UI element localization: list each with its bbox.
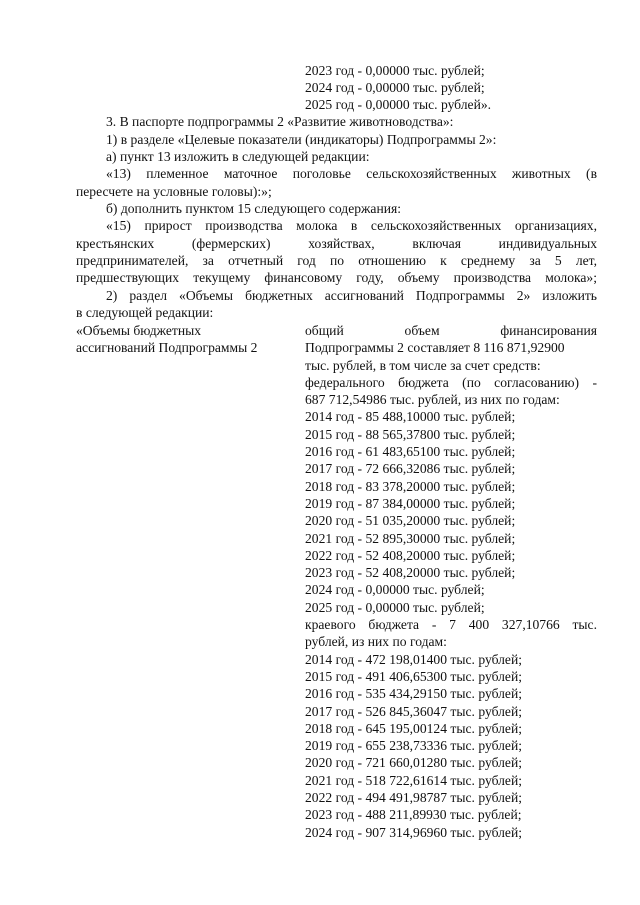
regional-year-2015: 2015 год - 491 406,65300 тыс. рублей; bbox=[305, 668, 523, 684]
item-15-line-3: предпринимателей, за отчетный год по отношению к среднему за 5 лет, bbox=[76, 253, 597, 268]
subsection-2-line-1: 2) раздел «Объемы бюджетных ассигнований Подпрограммы 2» изложить bbox=[106, 288, 597, 303]
table-left-label-line-2: ассигнований Подпрограммы 2 bbox=[76, 340, 258, 356]
federal-year-2017: 2017 год - 72 666,32086 тыс. рублей; bbox=[305, 461, 516, 477]
regional-year-2014: 2014 год - 472 198,01400 тыс. рублей; bbox=[305, 651, 523, 667]
header-year-2023: 2023 год - 0,00000 тыс. рублей; bbox=[305, 63, 485, 78]
regional-year-2021: 2021 год - 518 722,61614 тыс. рублей; bbox=[305, 772, 523, 788]
regional-year-2023: 2023 год - 488 211,89930 тыс. рублей; bbox=[305, 807, 522, 823]
regional-year-2022: 2022 год - 494 491,98787 тыс. рублей; bbox=[305, 790, 523, 806]
item-a-text: а) пункт 13 изложить в следующей редакции: bbox=[106, 149, 370, 164]
federal-line-2: 687 712,54986 тыс. рублей, из них по годам: bbox=[305, 392, 560, 408]
subsection-1-heading: 1) в разделе «Целевые показатели (индикаторы) Подпрограммы 2»: bbox=[106, 132, 497, 147]
federal-year-2022: 2022 год - 52 408,20000 тыс. рублей; bbox=[305, 547, 516, 563]
federal-year-2018: 2018 год - 83 378,20000 тыс. рублей; bbox=[305, 478, 516, 494]
federal-year-2021: 2021 год - 52 895,30000 тыс. рублей; bbox=[305, 530, 516, 546]
item-15-line-2: крестьянских (фермерских) хозяйствах, включая индивидуальных bbox=[76, 236, 597, 251]
table-left-column bbox=[76, 322, 291, 357]
subsection-2-line-2: в следующей редакции: bbox=[76, 305, 214, 320]
total-line-3: тыс. рублей, в том числе за счет средств: bbox=[305, 357, 541, 373]
item-b-text: б) дополнить пунктом 15 следующего содержания: bbox=[106, 201, 402, 216]
total-line-1: общий объем финансирования bbox=[305, 323, 597, 338]
federal-year-2024: 2024 год - 0,00000 тыс. рублей; bbox=[305, 582, 485, 598]
regional-year-2016: 2016 год - 535 434,29150 тыс. рублей; bbox=[305, 686, 523, 702]
item-13-line-2: пересчете на условные головы):»; bbox=[76, 184, 272, 199]
regional-year-2020: 2020 год - 721 660,01280 тыс. рублей; bbox=[305, 755, 523, 771]
item-15-line-1: «15) прирост производства молока в сельскохозяйственных организациях, bbox=[106, 218, 597, 233]
header-year-2024: 2024 год - 0,00000 тыс. рублей; bbox=[305, 80, 485, 95]
federal-year-2023: 2023 год - 52 408,20000 тыс. рублей; bbox=[305, 565, 516, 581]
section-3-heading: 3. В паспорте подпрограммы 2 «Развитие животноводства»: bbox=[106, 114, 454, 129]
item-13-line-1: «13) племенное маточное поголовье сельскохозяйственных животных (в bbox=[106, 166, 597, 181]
regional-year-2019: 2019 год - 655 238,73336 тыс. рублей; bbox=[305, 738, 523, 754]
table-right-column bbox=[305, 322, 597, 841]
table-left-label-line-1: «Объемы бюджетных bbox=[76, 323, 202, 338]
federal-line-1: федерального бюджета (по согласованию) - bbox=[305, 374, 597, 390]
regional-year-2017: 2017 год - 526 845,36047 тыс. рублей; bbox=[305, 703, 523, 719]
federal-year-2016: 2016 год - 61 483,65100 тыс. рублей; bbox=[305, 444, 516, 460]
federal-year-2014: 2014 год - 85 488,10000 тыс. рублей; bbox=[305, 409, 516, 425]
item-15-line-4: предшествующих текущему финансовому году, объему производства молока»; bbox=[76, 270, 597, 285]
federal-year-2020: 2020 год - 51 035,20000 тыс. рублей; bbox=[305, 513, 516, 529]
regional-year-2024: 2024 год - 907 314,96960 тыс. рублей; bbox=[305, 824, 523, 840]
regional-line-1: краевого бюджета - 7 400 327,10766 тыс. bbox=[305, 617, 597, 633]
header-year-2025: 2025 год - 0,00000 тыс. рублей». bbox=[305, 97, 492, 112]
federal-year-2025: 2025 год - 0,00000 тыс. рублей; bbox=[305, 599, 485, 615]
federal-year-2019: 2019 год - 87 384,00000 тыс. рублей; bbox=[305, 495, 516, 511]
regional-line-2: рублей, из них по годам: bbox=[305, 634, 447, 650]
federal-year-2015: 2015 год - 88 565,37800 тыс. рублей; bbox=[305, 426, 516, 442]
regional-year-2018: 2018 год - 645 195,00124 тыс. рублей; bbox=[305, 720, 523, 736]
total-line-2: Подпрограммы 2 составляет 8 116 871,92900 bbox=[305, 340, 565, 356]
